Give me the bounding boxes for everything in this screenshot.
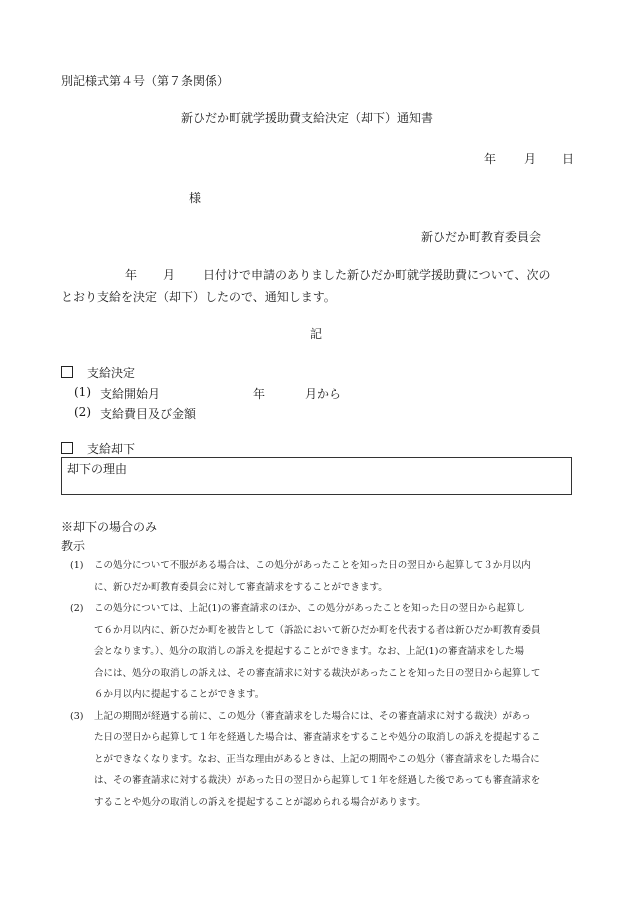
note-line: 上記の期間が経過する前に、この処分（審査請求をした場合には、その審査請求に対する裁決）があっ <box>94 710 531 722</box>
rejection-reason-label: 却下の理由 <box>67 462 128 476</box>
note-line: は、その審査請求に対する裁決）があった日の翌日から起算して１年を経過した後であっても審査請求を <box>94 775 541 786</box>
start-month-label: 月から <box>305 387 342 401</box>
note-number: (2) <box>70 603 84 614</box>
note-line: 会となります。）、処分の取消しの訴えを提起することができます。なお、上記(1)の審査請求をした場 <box>94 646 524 657</box>
note-line: て６か月以内に、新ひだか町を被告として（訴訟において新ひだか町を代表する者は新ひだか町教育委員 <box>94 624 541 636</box>
body-month-label: 月 <box>163 268 176 282</box>
note-line: この処分については、上記(1)の審査請求のほか、この処分があったことを知った日の翌日から起算し <box>94 603 526 614</box>
start-year-label: 年 <box>253 387 266 401</box>
rejection-heading: 支給却下 <box>87 442 136 456</box>
rejection-reason-box[interactable] <box>61 457 572 495</box>
approval-item-num: (1) <box>74 385 91 399</box>
addressee-suffix: 様 <box>189 191 202 205</box>
instruction-note <box>70 555 575 598</box>
rejection-option[interactable] <box>61 440 135 457</box>
approval-checkbox[interactable] <box>61 366 73 378</box>
note-line: ６か月以内に提起することができます。 <box>94 689 265 700</box>
note-line: することや処分の取消しの訴えを提起することが認められる場合があります。 <box>94 796 426 808</box>
form-number: 別記様式第４号（第７条関係） <box>61 74 230 88</box>
date-month-label: 月 <box>524 152 537 166</box>
note-line: に、新ひだか町教育委員会に対して審査請求をすることができます。 <box>94 581 388 593</box>
note-line: この処分について不服がある場合は、この処分があったことを知った日の翌日から起算して３か月以内 <box>94 560 531 571</box>
date-day-label: 日 <box>562 152 575 166</box>
instruction-heading: 教示 <box>61 539 86 553</box>
approval-item-num: (2) <box>74 405 91 419</box>
note-number: (1) <box>70 560 84 571</box>
approval-option[interactable] <box>61 364 135 381</box>
body-text-line1: 日付けで申請のありました新ひだか町就学援助費について、次の <box>203 268 551 282</box>
body-year-label: 年 <box>125 268 138 282</box>
note-line: 合には、処分の取消しの訴えは、その審査請求に対する裁決があったことを知った日の翌日から起算して <box>94 667 541 679</box>
issuer-name: 新ひだか町教育委員会 <box>421 230 542 244</box>
note-line: た日の翌日から起算して１年を経過した場合は、審査請求をすることや処分の取消しの訴えを提起するこ <box>94 732 541 743</box>
note-number: (3) <box>70 710 84 722</box>
ki-heading: 記 <box>310 327 323 341</box>
rejection-checkbox[interactable] <box>61 442 73 454</box>
instruction-note <box>70 598 575 706</box>
approval-heading: 支給決定 <box>87 366 136 380</box>
approval-item-label: 支給開始月 <box>100 387 161 401</box>
note-line: とができなくなります。なお、正当な理由があるときは、上記の期間やこの処分（審査請求をした場合に <box>94 753 540 765</box>
instruction-notes <box>70 555 575 813</box>
body-text-line2: とおり支給を決定（却下）したので、通知します。 <box>61 290 336 304</box>
instruction-note <box>70 706 575 814</box>
date-year-label: 年 <box>484 152 497 166</box>
document-title: 新ひだか町就学援助費支給決定（却下）通知書 <box>181 111 434 125</box>
approval-item-label: 支給費目及び金額 <box>100 407 197 421</box>
rejection-only-note: ※却下の場合のみ <box>61 520 158 534</box>
